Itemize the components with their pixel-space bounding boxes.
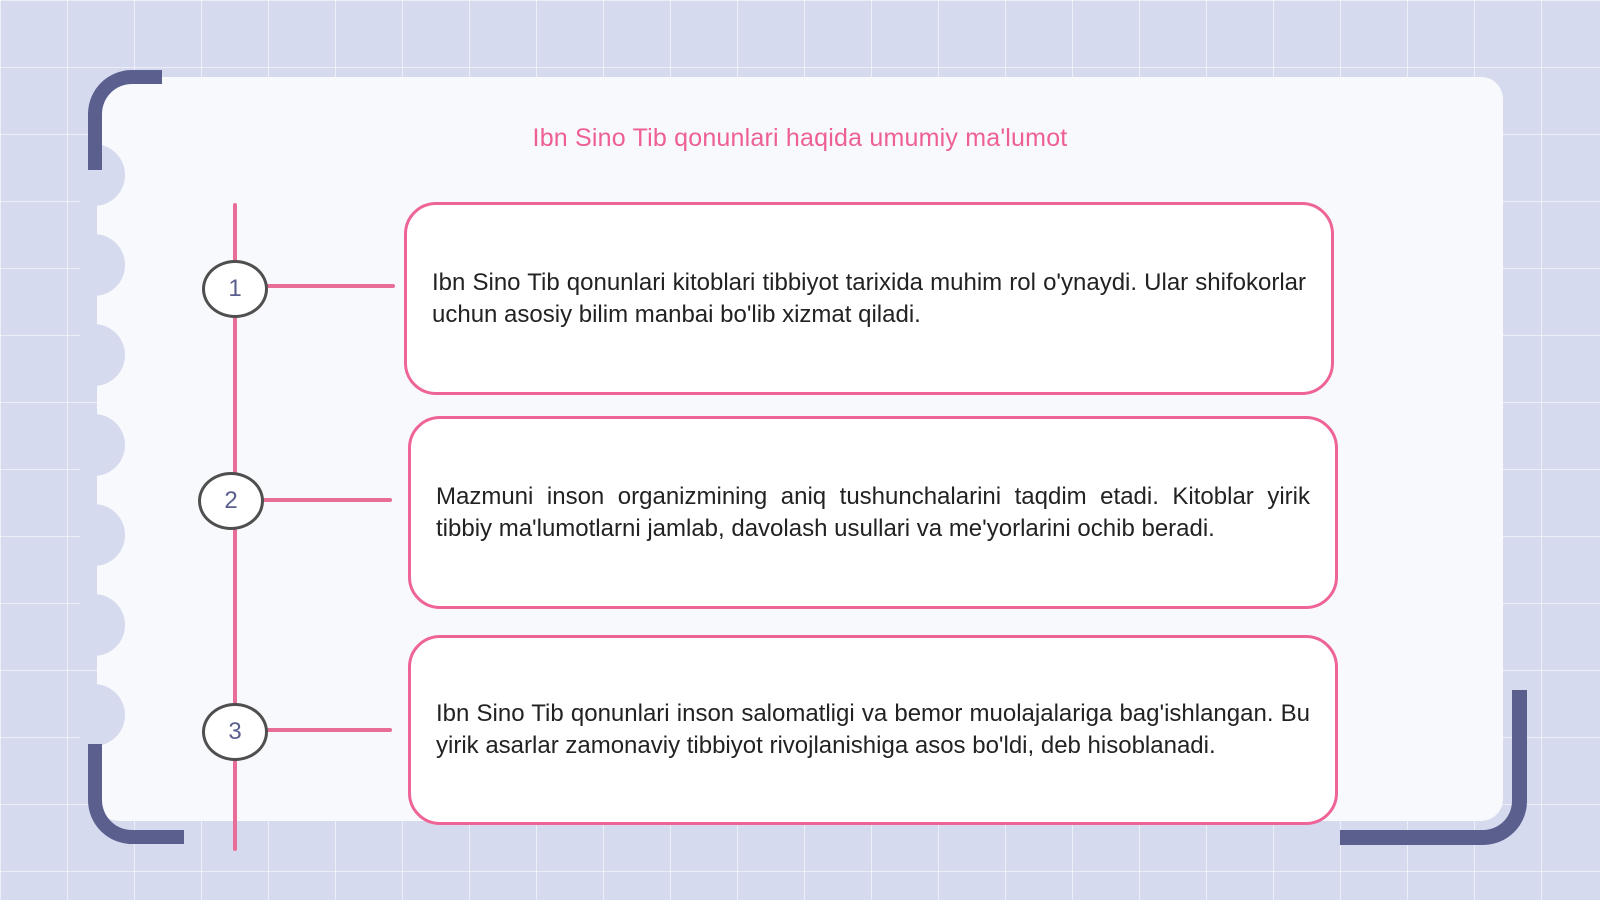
info-card-text: Ibn Sino Tib qonunlari kitoblari tibbiyot tarixida muhim rol o'ynaydi. Ular shifokorlar uchun asosiy bilim manbai bo'lib xizmat qiladi.: [432, 268, 1306, 328]
step-number-3: 3: [202, 703, 268, 761]
info-card-text: Ibn Sino Tib qonunlari inson salomatligi va bemor muolajalariga bag'ishlangan. Bu yirik asarlar zamonaviy tibbiyot rivojlanishiga asos bo'ldi, deb hisoblanadi.: [436, 700, 1310, 759]
corner-bracket-top-left: [88, 70, 162, 170]
step-number-2: 2: [198, 472, 264, 530]
slide-title: Ibn Sino Tib qonunlari haqida umumiy ma'lumot: [532, 124, 1068, 152]
timeline-connector: [265, 284, 395, 288]
info-card-text: Mazmuni inson organizmining aniq tushunchalarini taqdim etadi. Kitoblar yirik tibbiy ma'lumotlarni jamlab, davolash usullari va me'yorlarini ochib beradi.: [436, 482, 1310, 542]
info-card-3: [408, 635, 1338, 825]
info-card-1: [404, 202, 1334, 395]
timeline-connector: [262, 498, 392, 502]
step-number-1: 1: [202, 260, 268, 318]
corner-bracket-bottom-left: [88, 744, 184, 844]
info-card-2: [408, 416, 1338, 609]
corner-bracket-bottom-right: [1340, 690, 1527, 845]
timeline-connector: [265, 728, 392, 732]
